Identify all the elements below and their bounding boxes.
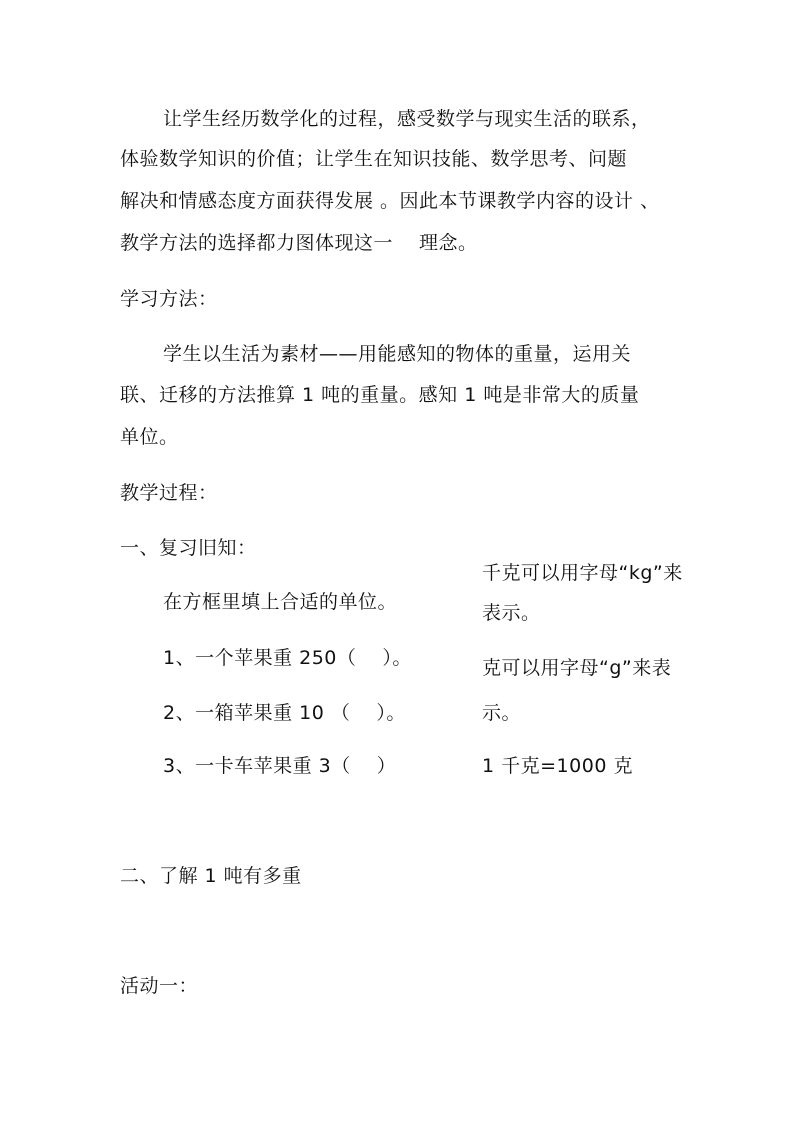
section1-instruction: 在方框里填上合适的单位。: [163, 591, 398, 613]
intro-line-3: 解决和情感态度方面获得发展 。因此本节课教学内容的设计 、: [120, 190, 660, 212]
section1-title: 一、复习旧知：: [120, 537, 257, 559]
learning-method-line-1: 学生以生活为素材——用能感知的物体的重量，运用关: [163, 343, 632, 365]
teaching-process-heading: 教学过程：: [120, 482, 218, 504]
learning-method-line-3: 单位。: [120, 426, 179, 448]
side-note-line-1: 千克可以用字母“kg”来: [482, 562, 683, 584]
intro-line-4: 教学方法的选择都力图体现这一 理念。: [120, 232, 478, 254]
intro-line-1: 让学生经历数学化的过程，感受数学与现实生活的联系，: [163, 108, 651, 130]
section2-title: 二、了解 1 吨有多重: [120, 865, 302, 887]
intro-line-2: 体验数学知识的价值；让学生在知识技能、数学思考、问题: [120, 148, 628, 170]
side-note-line-2: 表示。: [482, 602, 541, 624]
activity1-title: 活动一：: [120, 975, 199, 997]
side-note-line-5: 1 千克=1000 克: [482, 755, 633, 777]
learning-method-line-2: 联、迁移的方法推算 1 吨的重量。感知 1 吨是非常大的质量: [120, 384, 640, 406]
learning-method-heading: 学习方法：: [120, 288, 218, 310]
side-note-line-3: 克可以用字母“g”来表: [482, 657, 672, 679]
section1-item-2: 2、一箱苹果重 10 （ ）。: [163, 702, 406, 724]
side-note-line-4: 示。: [482, 702, 522, 724]
section1-item-1: 1、一个苹果重 250（ ）。: [163, 647, 412, 669]
section1-item-3: 3、一卡车苹果重 3（ ）: [163, 755, 397, 777]
side-note-box: [470, 556, 720, 777]
